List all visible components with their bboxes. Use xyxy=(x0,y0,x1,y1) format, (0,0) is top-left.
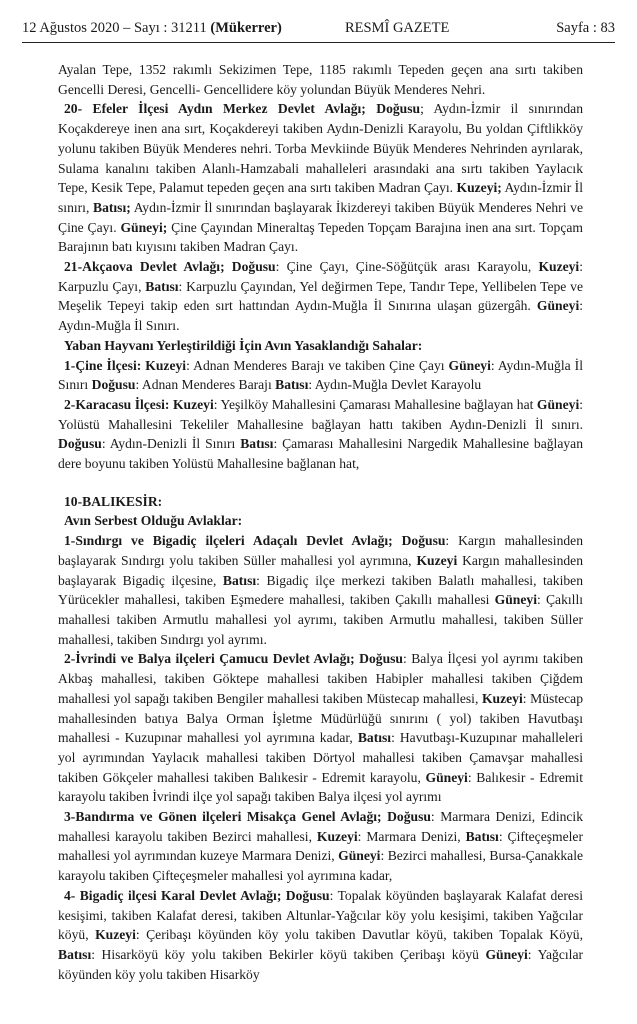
section-karal: 4- Bigadiç ilçesi Karal Devlet Avlağı; Doğusu: Topalak köyünden başlayarak Kalafat deresi kesişimi, takiben Kalafat deresi, takiben Altunlar-Yağcılar köy yolu kesişimi, takiben Yağcılar köyü, Kuzeyi: Çeribaşı köyünden köy yolu takiben Davutlar köyü, takiben Topalak Köyü, Batısı: Hisarköyü köy yolu takiben Bekirler köyü takiben Çeribaşı köyü Güneyi: Yağcılar köyünden köy yolu takiben Hisarköy xyxy=(58,887,584,982)
issue-date-number: 12 Ağustos 2020 – Sayı : 31211 xyxy=(22,20,207,36)
section-efeler: 20- Efeler İlçesi Aydın Merkez Devlet Avlağı; Doğusu; Aydın-İzmir il sınırından Koçakdereye inen ana sırt, Koçakdereyi takiben Aydın-Denizli Karayolu, Bu yoldan Çiftlikköy yolunu takiben Büyük Menderes nehri. Torba Mevkiinde Büyük Menderes Nehrinden ayrılarak, Sulama kanalını takiben Alanlı-Hamzabali mahalleleri arasındaki ana sırtı takiben Yaylacık Tepe, Kesik Tepe, Palamut tepeden geçen ana sırtı takiben Madran Çayı. Kuzeyi; Aydın-İzmir İl sınırı, Batısı; Aydın-İzmir İl sınırından başlayarak İkizdereyi takiben Büyük Menderes Nehri ve Çine Çayı. Güneyi; Çine Çayından Mineraltaş Tepeden Topçam Barajına inen ana sırt. Topçam Barajının batı kıyısını takiben Madran Çayı. xyxy=(58,101,583,255)
section-adacali: 1-Sındırgı ve Bigadiç ilçeleri Adaçalı Devlet Avlağı; Doğusu: Kargın mahallesinden başlayarak Sındırgı yolu takiben Süller mahallesi yol ayrımına, Kuzeyi Kargın mahallesinden başlayarak Bigadiç ilçesine, Batısı: Bigadiç ilçe merkezi takiben Balatlı mahallesi, takiben Yürücekler mahallesi, takiben Eşmedere mahallesi, takiben Çakıllı mahallesi Güneyi: Çakıllı mahallesi takiben Armutlu mahallesi yol ayrımı, takiben Armutlu mahallesi, takiben Süller mahallesi, takiben Sındırgı yol ayrımı. xyxy=(58,533,584,647)
gazette-title: RESMÎ GAZETE xyxy=(345,20,450,36)
issue-info xyxy=(22,18,282,38)
section-camucu: 2-İvrindi ve Balya ilçeleri Çamucu Devlet Avlağı; Doğusu: Balya İlçesi yol ayrımı takiben Akbaş mahallesi, takiben Göktepe mahallesi takiben Habipler mahallesi takiben Çiğdem mahallesi yol sapağı takiben Bengiler mahallesi takiben Müstecap mahallesi, Kuzeyi: Müstecap mahallesinden batıya Balya Orman İşletme Müdürlüğü sınırını ( yol) takiben Havutbaşı mahallesi - Kuzupınar mahallesi yol ayrımına kadar, Batısı: Havutbaşı-Kuzupınar mahalleleri yol ayrımından Yaylacık mahallesi takiben Dörtyol mahallesi takiben Çamavşar mahallesi takiben Gökçeler mahallesi takiben Balıkesir - Edremit karayolu, Güneyi: Balıkesir - Edremit karayolu takiben İvrindi ilçe yol sapağı takiben Balya ilçesi yol ayrımı xyxy=(58,651,584,805)
section-akcaova: 21-Akçaova Devlet Avlağı; Doğusu: Çine Çayı, Çine-Söğütçük arası Karayolu, Kuzeyi: Karpuzlu Çayı, Batısı: Karpuzlu Çayından, Yel değirmen Tepe, Tandır Tepe, Yellibelen Tepe ve Meşelik Tepeyi takip eden sırt hattından Aydın-Muğla İl Sınırına ulaşan güzergâh. Güneyi: Aydın-Muğla İl Sınırı. xyxy=(58,259,584,334)
header-divider xyxy=(22,42,615,43)
paragraph-continuation: Ayalan Tepe, 1352 rakımlı Sekizimen Tepe, 1185 rakımlı Tepeden geçen ana sırtı takiben Gencelli Deresi, Gencelli- Gencellidere köy yolundan Büyük Menderes Nehri. xyxy=(58,62,583,97)
issue-extra-label: (Mükerrer) xyxy=(210,20,282,36)
section-karacasu: 2-Karacasu İlçesi: Kuzeyi: Yeşilköy Mahallesini Çamarası Mahallesine bağlayan hat Güneyi: Yolüstü Mahallesini Tekeliler Mahallesine bağlayan hattı takiben Aydın-Denizli İl sınırı. Doğusu: Aydın-Denizli İl Sınırı Batısı: Çamarası Mahallesini Nargedik Mahallesine bağlayan dere boyunu takiben Yolüstü Mahallesine bağlanan hat, xyxy=(58,396,584,472)
heading-restricted-areas: Yaban Hayvanı Yerleştirildiği İçin Avın Yasaklandığı Sahalar: xyxy=(64,337,423,353)
section-spacer xyxy=(58,474,583,492)
page-number: Sayfa : 83 xyxy=(556,20,615,36)
document-body xyxy=(58,60,583,984)
section-misakca: 3-Bandırma ve Gönen ilçeleri Misakça Genel Avlağı; Doğusu: Marmara Denizi, Edincik mahallesi karayolu takiben Bezirci mahallesi, Kuzeyi: Marmara Denizi, Batısı: Çifteçeşmeler mahallesi yol ayrımından kuzeye Marmara Denizi, Güneyi: Bezirci mahallesi, Bursa-Çanakkale karayolu takiben Çifteçeşmeler mahallesi yol ayrımına kadar, xyxy=(58,809,584,884)
heading-open-hunting-areas: Avın Serbest Olduğu Avlaklar: xyxy=(64,513,243,529)
section-cine: 1-Çine İlçesi: Kuzeyi: Adnan Menderes Barajı ve takiben Çine Çayı Güneyi: Aydın-Muğla İl Sınırı Doğusu: Adnan Menderes Barajı Batısı: Aydın-Muğla Devlet Karayolu xyxy=(58,357,583,393)
heading-province-balikesir: 10-BALIKESİR: xyxy=(64,493,163,509)
page-header xyxy=(22,18,615,40)
